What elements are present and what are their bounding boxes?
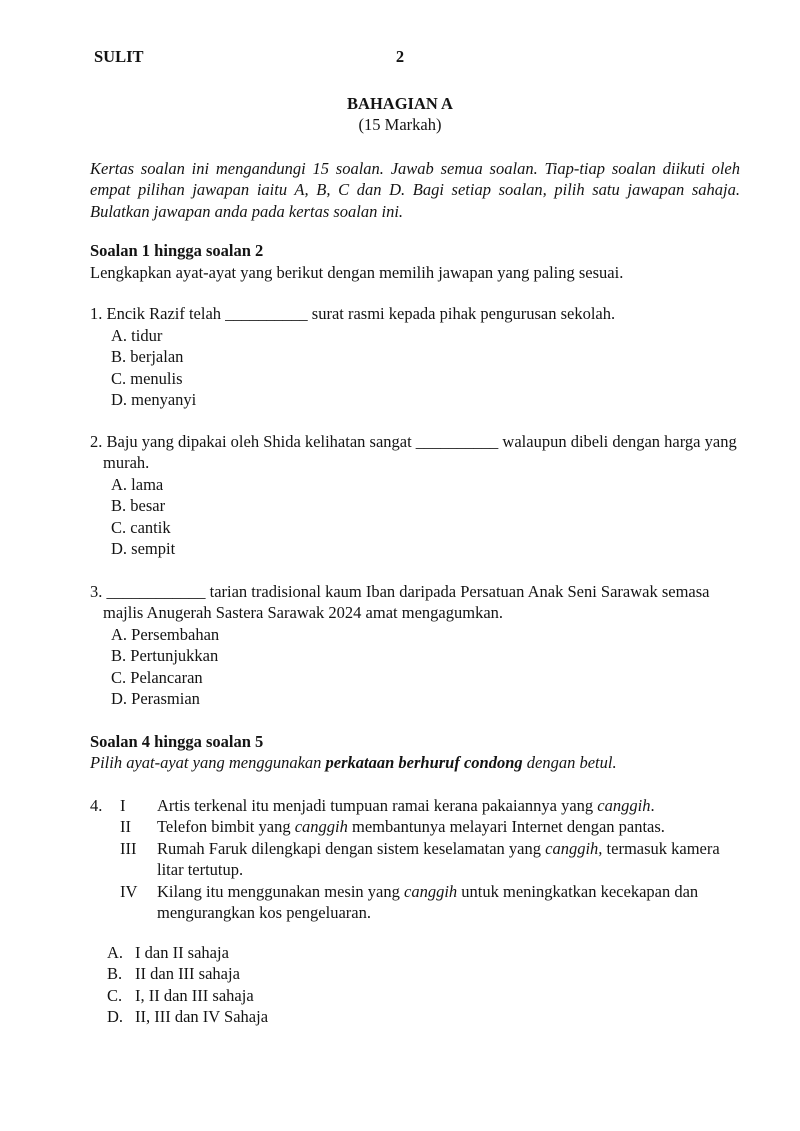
roman-numeral-2: II bbox=[120, 817, 131, 836]
question-1-options bbox=[90, 325, 740, 411]
question-4-options bbox=[90, 942, 740, 1028]
roman-numeral-1: I bbox=[120, 795, 126, 815]
italic-word: canggih, bbox=[545, 838, 603, 858]
option-4b: B. II dan III sahaja bbox=[107, 964, 240, 983]
question-2 bbox=[90, 431, 740, 560]
option-3c: C. Pelancaran bbox=[111, 667, 203, 687]
option-4d: D. II, III dan IV Sahaja bbox=[107, 1007, 269, 1026]
option-1b: B. berjalan bbox=[111, 347, 184, 366]
question-3-number: 3. bbox=[90, 581, 103, 601]
option-2a: A. lama bbox=[111, 474, 164, 494]
bold-italic-phrase: perkataan berhuruf condong bbox=[325, 753, 523, 772]
option-2d: D. sempit bbox=[111, 539, 176, 558]
option-3d: D. Perasmian bbox=[111, 689, 200, 708]
question-1-text: 1. Encik Razif telah __________ surat rasmi kepada pihak pengurusan sekolah. bbox=[90, 304, 616, 323]
italic-word: canggih bbox=[294, 817, 348, 836]
question-3-options bbox=[90, 624, 740, 710]
option-3a: A. Persembahan bbox=[111, 624, 220, 644]
roman-numeral-4: IV bbox=[120, 881, 138, 901]
option-4c: C. I, II dan III sahaja bbox=[107, 985, 254, 1005]
group1-instruction: Lengkapkan ayat-ayat yang berikut dengan memilih jawapan yang paling sesuai. bbox=[90, 262, 624, 282]
question-4-statement-4: IV Kilang itu menggunakan mesin yang canggih untuk meningkatkan kecekapan dan mengurangkan kos pengeluaran. bbox=[120, 881, 699, 922]
question-4-statement-2: II Telefon bimbit yang canggih membantunya melayari Internet dengan pantas. bbox=[120, 817, 665, 836]
page-header bbox=[90, 46, 740, 68]
question-1-number: 1. bbox=[90, 304, 103, 323]
italic-word: canggih bbox=[404, 881, 458, 901]
question-1 bbox=[90, 303, 740, 411]
group2-instruction: Pilih ayat-ayat yang menggunakan perkataan berhuruf condong dengan betul. bbox=[90, 753, 617, 772]
question-4-statement-3: III Rumah Faruk dilengkapi dengan sistem keselamatan yang canggih, termasuk kamera litar tertutup. bbox=[120, 838, 720, 879]
section-title: BAHAGIAN A bbox=[347, 93, 453, 113]
option-1c: C. menulis bbox=[111, 368, 183, 388]
question-4-number: 4. bbox=[90, 795, 103, 815]
option-2b: B. besar bbox=[111, 496, 166, 515]
question-4 bbox=[90, 795, 740, 1028]
section-instructions: Kertas soalan ini mengandungi 15 soalan. Jawab semua soalan. Tiap-tiap soalan diikuti oleh empat pilihan jawapan iaitu A, B, C dan D. Bagi setiap soalan, pilih satu jawapan sahaja. Bulatkan jawapan anda pada kertas soalan ini. bbox=[90, 158, 740, 221]
group1-heading: Soalan 1 hingga soalan 2 bbox=[90, 241, 264, 260]
option-1d: D. menyanyi bbox=[111, 390, 197, 409]
question-2-options bbox=[90, 474, 740, 560]
section-marks: (15 Markah) bbox=[358, 115, 442, 134]
option-3b: B. Pertunjukkan bbox=[111, 646, 219, 665]
question-4-statement-1: 4. I Artis terkenal itu menjadi tumpuan ramai kerana pakaiannya yang canggih. bbox=[90, 795, 655, 815]
question-3 bbox=[90, 581, 740, 710]
group2-heading: Soalan 4 hingga soalan 5 bbox=[90, 731, 264, 751]
question-3-text: 3. ____________ tarian tradisional kaum Iban daripada Persatuan Anak Seni Sarawak semasa majlis Anugerah Sastera Sarawak 2024 amat mengagumkan. bbox=[90, 581, 710, 622]
italic-word: canggih bbox=[597, 795, 651, 815]
option-4a: A. I dan II sahaja bbox=[107, 942, 229, 962]
question-2-text: 2. Baju yang dipakai oleh Shida kelihatan sangat __________ walaupun dibeli dengan harga yang murah. bbox=[90, 431, 737, 472]
option-2c: C. cantik bbox=[111, 517, 171, 537]
confidential-label: SULIT bbox=[94, 47, 144, 66]
roman-numeral-3: III bbox=[120, 838, 137, 858]
question-2-number: 2. bbox=[90, 431, 103, 451]
page-number: 2 bbox=[395, 47, 405, 66]
option-1a: A. tidur bbox=[111, 325, 163, 345]
